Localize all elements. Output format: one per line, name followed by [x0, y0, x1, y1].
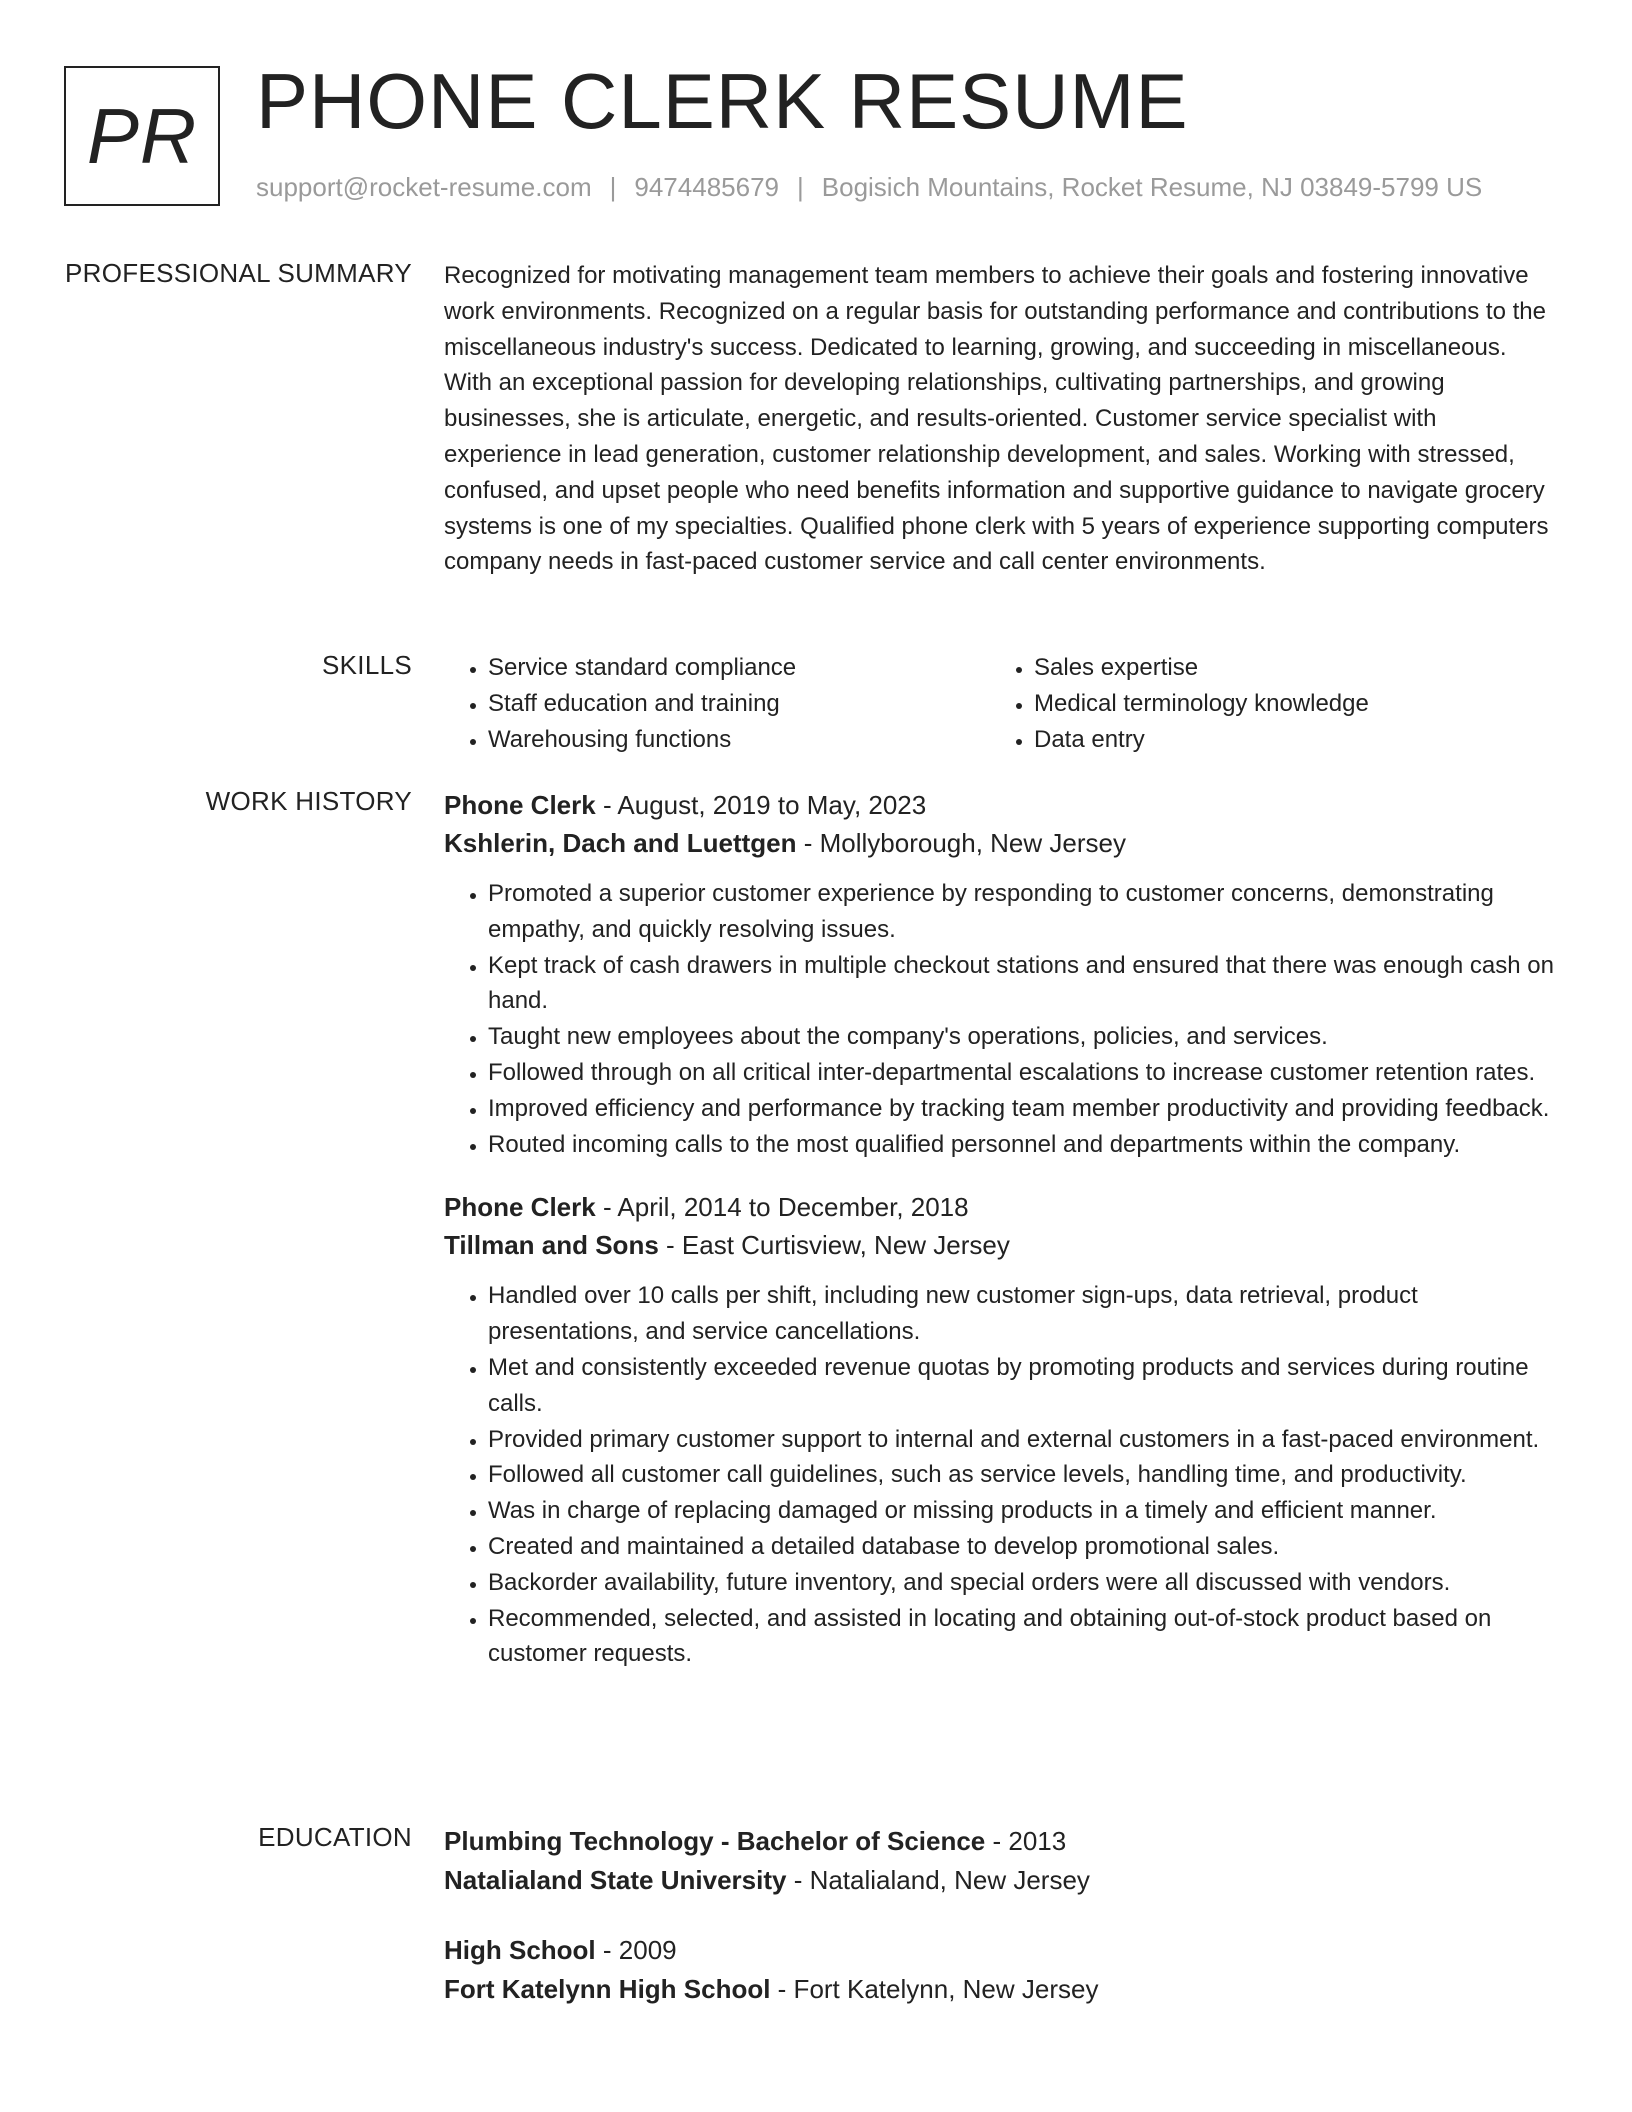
job-dates: - April, 2014 to December, 2018	[595, 1192, 969, 1223]
skill-item: • Sales expertise	[1034, 650, 1536, 686]
job-title: Phone Clerk	[444, 790, 596, 820]
job-bullet: • Provided primary customer support to internal and external customers in a fast-paced environment.	[488, 1422, 1560, 1458]
skill-item: • Service standard compliance	[488, 650, 990, 686]
job-bullet: • Met and consistently exceeded revenue quotas by promoting products and services during routine calls.	[488, 1350, 1560, 1422]
education-degree-line	[444, 1931, 1560, 1970]
education-school: Fort Katelynn High School	[444, 1974, 771, 2004]
skills-body	[444, 650, 1560, 757]
job-location: - East Curtisview, New Jersey	[658, 1230, 1010, 1261]
job-bullet: • Followed through on all critical inter-departmental escalations to increase customer retention rates.	[488, 1055, 1560, 1091]
job-dates: - August, 2019 to May, 2023	[595, 790, 927, 820]
job-entry	[444, 1188, 1560, 1672]
job-bullet: • Routed incoming calls to the most qualified personnel and departments within the company.	[488, 1127, 1560, 1163]
job-bullet: • Kept track of cash drawers in multiple checkout stations and ensured that there was enough cash on hand.	[488, 948, 1560, 1020]
education-degree: Plumbing Technology - Bachelor of Science	[444, 1826, 986, 1856]
contact-separator: |	[797, 172, 804, 202]
job-title-line	[444, 1188, 1560, 1226]
contact-email[interactable]: support@rocket-resume.com	[256, 172, 592, 202]
education-school: Natalialand State University	[444, 1865, 787, 1895]
job-bullet: • Created and maintained a detailed database to develop promotional sales.	[488, 1529, 1560, 1565]
section-label-education: EDUCATION	[258, 1822, 412, 1852]
job-company: Kshlerin, Dach and Luettgen	[444, 828, 797, 858]
job-company: Tillman and Sons	[444, 1230, 659, 1261]
education-school-line	[444, 1970, 1560, 2009]
education-school-line	[444, 1861, 1560, 1900]
job-company-line	[444, 1226, 1560, 1264]
job-bullet: • Taught new employees about the company's operations, policies, and services.	[488, 1019, 1560, 1055]
job-title: Phone Clerk	[444, 1192, 596, 1223]
education-location: - Natalialand, New Jersey	[786, 1865, 1090, 1895]
job-company-line	[444, 824, 1560, 862]
education-entry	[444, 1931, 1560, 2009]
education-year: - 2013	[985, 1826, 1067, 1856]
job-bullet: • Handled over 10 calls per shift, including new customer sign-ups, data retrieval, product presentations, and service cancellations.	[488, 1278, 1560, 1350]
skill-item: • Staff education and training	[488, 686, 990, 722]
job-entry	[444, 786, 1560, 1162]
job-bullet: • Was in charge of replacing damaged or missing products in a timely and efficient manner.	[488, 1493, 1560, 1529]
education-degree-line	[444, 1822, 1560, 1861]
job-location: - Mollyborough, New Jersey	[796, 828, 1126, 858]
job-title-line	[444, 786, 1560, 824]
job-bullet: • Backorder availability, future inventory, and special orders were all discussed with vendors.	[488, 1565, 1560, 1601]
skills-column-left	[444, 650, 990, 757]
page-title: PHONE CLERK RESUME	[256, 57, 1189, 145]
work-body	[444, 786, 1560, 1672]
section-label-skills: SKILLS	[322, 650, 412, 680]
summary-text: Recognized for motivating management team members to achieve their goals and fostering innovative work environments. Recognized on a regular basis for outstanding performance and contributions to the miscellaneous industry's success. Dedicated to learning, growing, and succeeding in miscellaneous. With an exceptional passion for developing relationships, cultivating partnerships, and growing businesses, she is articulate, energetic, and results-oriented. Customer service specialist with experience in lead generation, customer relationship development, and sales. Working with stressed, confused, and upset people who need benefits information and supportive guidance to navigate grocery systems is one of my specialties. Qualified phone clerk with 5 years of experience supporting computers company needs in fast-paced customer service and call center environments.	[444, 262, 1549, 576]
contact-address: Bogisich Mountains, Rocket Resume, NJ 03849-5799 US	[821, 172, 1483, 202]
job-bullets	[444, 1278, 1560, 1672]
monogram-logo: PR	[64, 66, 220, 206]
job-bullet: • Followed all customer call guidelines, such as service levels, handling time, and productivity.	[488, 1457, 1560, 1493]
skill-item: • Data entry	[1034, 722, 1536, 758]
section-label-summary: PROFESSIONAL SUMMARY	[65, 258, 412, 288]
summary-body	[444, 258, 1560, 580]
job-bullets	[444, 876, 1560, 1162]
job-bullet: • Promoted a superior customer experience by responding to customer concerns, demonstrating empathy, and quickly resolving issues.	[488, 876, 1560, 948]
section-label-work: WORK HISTORY	[205, 786, 412, 816]
job-bullet: • Improved efficiency and performance by tracking team member productivity and providing feedback.	[488, 1091, 1560, 1127]
education-location: - Fort Katelynn, New Jersey	[770, 1974, 1099, 2004]
contact-line	[256, 172, 1482, 203]
education-degree: High School	[444, 1935, 596, 1965]
skills-column-right	[990, 650, 1536, 757]
skill-item: • Medical terminology knowledge	[1034, 686, 1536, 722]
contact-phone[interactable]: 9474485679	[634, 172, 779, 202]
job-bullet: • Recommended, selected, and assisted in locating and obtaining out-of-stock product based on customer requests.	[488, 1601, 1560, 1673]
contact-separator: |	[609, 172, 617, 202]
education-entry	[444, 1822, 1560, 1900]
education-year: - 2009	[595, 1935, 677, 1965]
education-body	[444, 1822, 1560, 2009]
skill-item: • Warehousing functions	[488, 722, 990, 758]
